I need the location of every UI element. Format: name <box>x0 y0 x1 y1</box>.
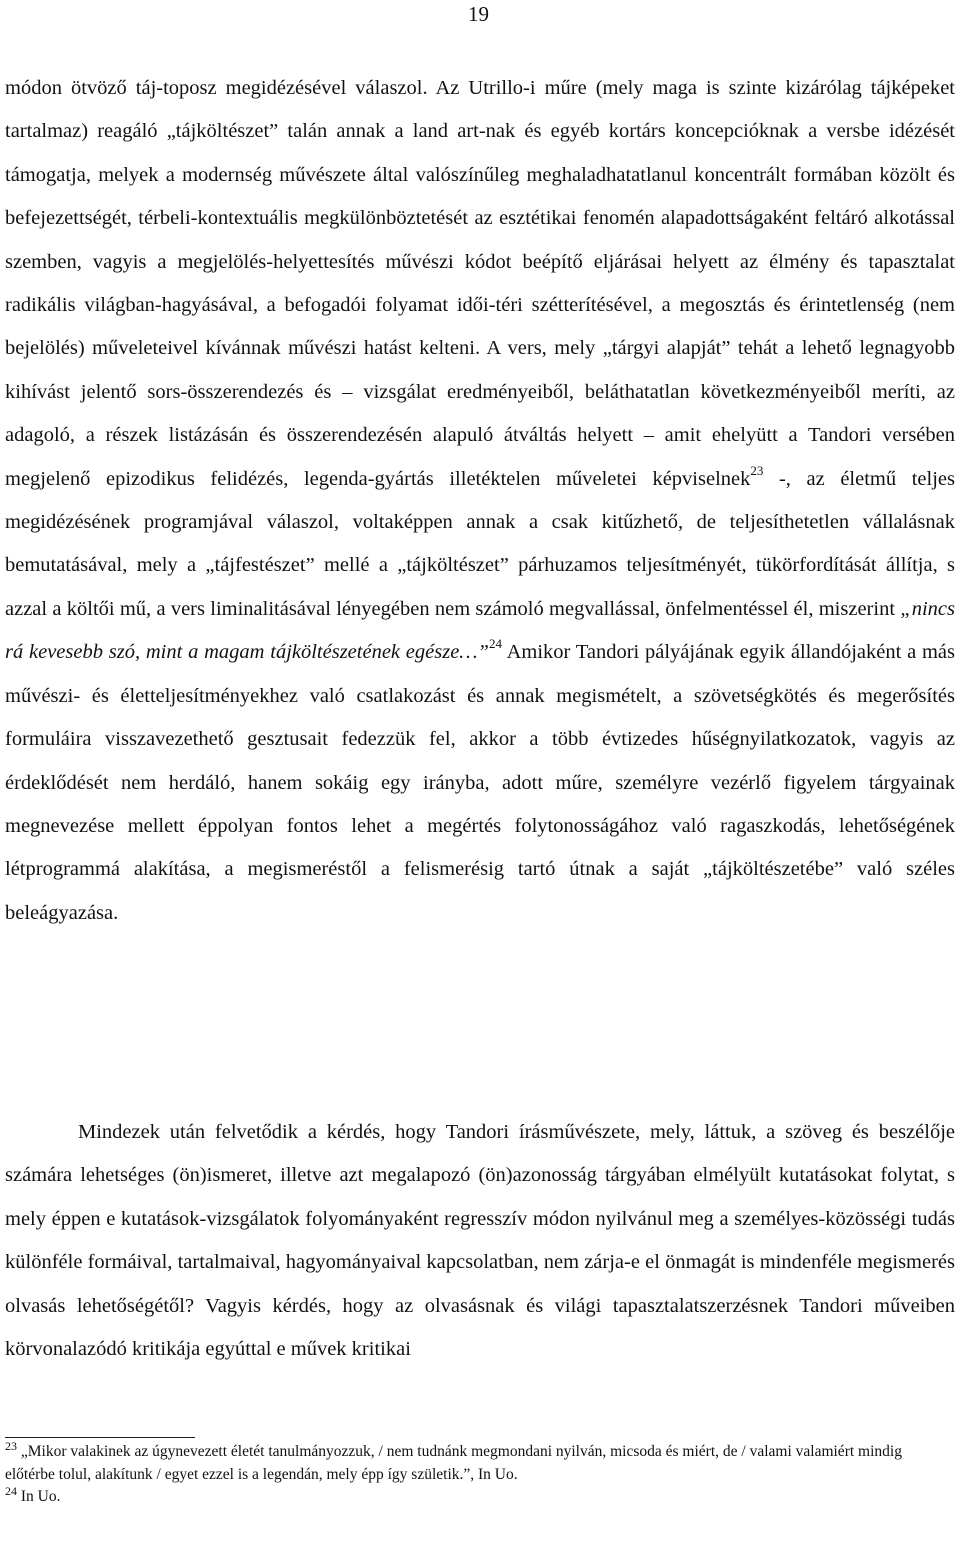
footnote-24 <box>5 1483 955 1509</box>
footnote-divider <box>5 1437 195 1438</box>
footnote-23 <box>5 1438 955 1486</box>
paragraph-text: -, az életmű teljes megidézésének programjával válaszol, voltaképpen annak a csak kitűzhető, de teljesíthetetlen vállalásnak bemutatásával, mely a „tájfestészet” mellé a „tájköltészet” párhuzamos teljesítményét, tükörfordítását állítja, s azzal a költői mű, a vers liminalitásával lényegében nem számoló megvallással, önfelmentéssel él, miszerint <box>5 467 955 620</box>
footnote-reference[interactable]: 23 <box>750 462 764 478</box>
footnote-text: In Uo. <box>17 1488 61 1505</box>
paragraph-text: módon ötvöző táj-toposz megidézésével válaszol. Az Utrillo-i műre (mely maga is szinte kizárólag tájképeket tartalmaz) reagáló „tájköltészet” talán annak a land art-nak és egyéb kortárs koncepcióknak a versbe idézését támogatja, melyek a modernség művészete által valószínűleg meghaladhatatlanul koncentrált formában közölt és befejezettségét, térbeli-kontextuális megkülönböztetését az esztétikai fenomén alapadottságaként feltáró alkotással szemben, vagyis a megjelölés-helyettesítés művészi kódot beépítő eljárásai helyett az élmény és tapasztalat radikális világban-hagyásával, a befogadói folyamat idői-téri szétterítésével, a megosztás és érintetlenség (nem bejelölés) műveleteivel kívánnak művészi hatást kelteni. A vers, mely „tárgyi alapját” tehát a lehető legnagyobb kihívást jelentő sors-összerendezés és – vizsgálat eredményeiből, beláthatatlan következményeiből meríti, az adagoló, a részek listázásán és összerendezésén alapuló átváltás helyett – amit ehelyütt a Tandori versében megjelenő epizodikus felidézés, legenda-gyártás illetéktelen műveletei képviselnek <box>5 77 955 490</box>
italic-quote: „nincs rá kevesebb szó, mint a magam tájköltészetének egésze…” <box>5 597 955 664</box>
body-paragraph-2: Mindezek után felvetődik a kérdés, hogy Tandori írásművészete, mely, láttuk, a szöveg és beszélője számára lehetséges (ön)ismeret, illetve azt megalapozó (ön)azonosság tárgyában elmélyült kutatásokat folytat, s mely éppen e kutatások-vizsgálatok folyományaként regresszív módon nyilvánul meg a személyes-közösségi tudás különféle formáival, tartalmaival, hagyományaival kapcsolatban, nem zárja-e el önmagát is mindenféle megismerés olvasás lehetőségétől? Vagyis kérdés, hogy az olvasásnak és világi tapasztalatszerzésnek Tandori műveiben körvonalazódó kritikája egyúttal e művek kritikai <box>5 1121 955 1361</box>
footnote-number: 24 <box>5 1483 17 1498</box>
page-number: 19 <box>468 2 489 26</box>
body-paragraph-1 <box>5 67 955 935</box>
paragraph-text: Amikor Tandori pályájának egyik állandójaként a más művészi- és életteljesítményekhez való csatlakozást és annak megismételt, a szövetségkötés és megerősítés formuláira visszavezethető gesztusait fedezzük fel, akkor a több évtizedes hűségnyilatkozatok, vagyis az érdeklődését nem herdáló, hanem sokáig egy irányba, adott műre, személyre vezérlő figyelem tárgyainak megnevezése mellett éppolyan fontos lehet a megértés folytonosságához való ragaszkodás, lehetőségének létprogrammá alakítása, a megismeréstől a felismerésig tartó útnak a saját „tájköltészetébe” való széles beleágyazása. <box>5 641 955 924</box>
footnote-reference[interactable]: 24 <box>488 636 502 652</box>
footnote-number: 23 <box>5 1438 17 1453</box>
footnote-text: „Mikor valakinek az úgynevezett életét tanulmányozzuk, / nem tudnánk megmondani nyilván, micsoda és miért, de / valami valamiért mindig előtérbe tolul, alakítunk / egyet ezzel is a legendán, mely épp így születik.”, In Uo. <box>5 1443 902 1483</box>
footnotes <box>5 1438 955 1509</box>
